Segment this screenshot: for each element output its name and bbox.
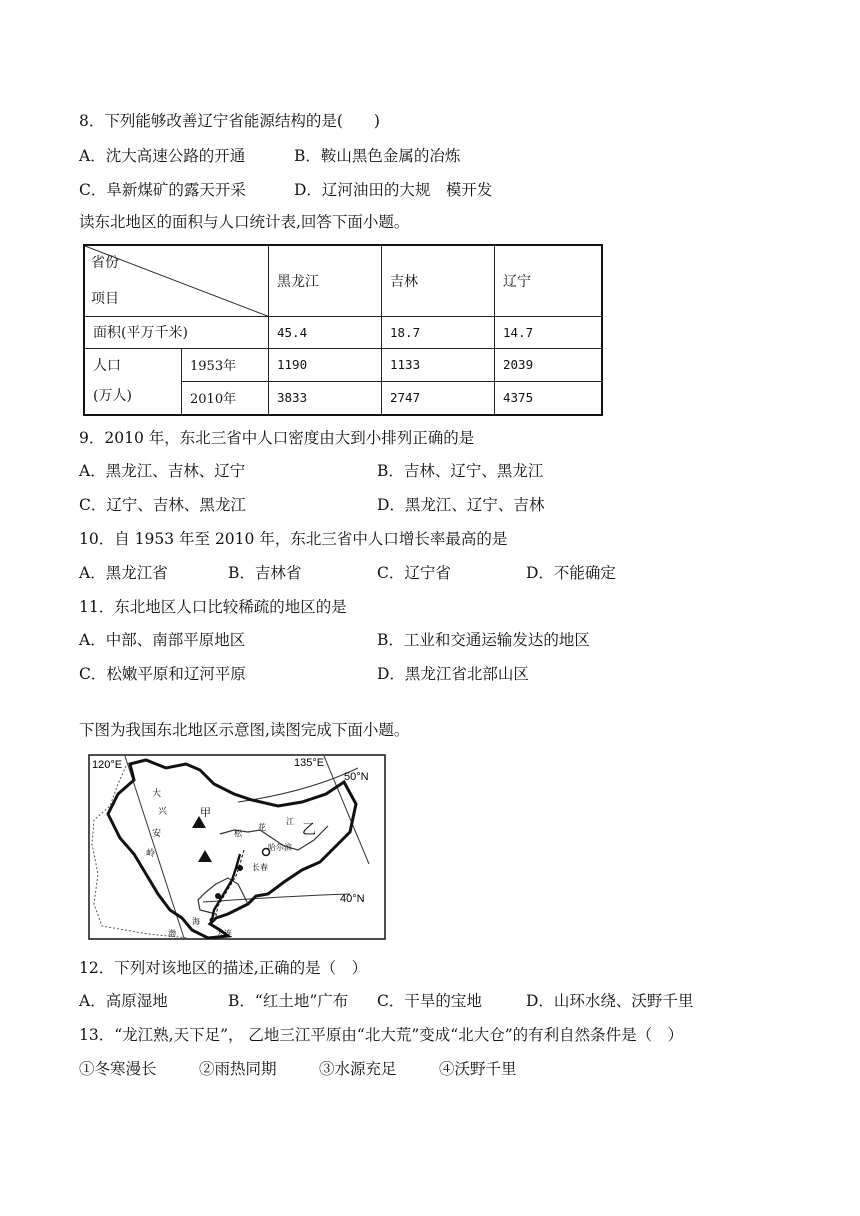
- q10-stem: 10．自 1953 年至 2010 年，东北三省中人口增长率最高的是: [79, 530, 508, 548]
- population-unit: (万人): [93, 388, 132, 405]
- pop2010-liaoning: 4375: [495, 381, 603, 415]
- table-corner-header: [84, 245, 269, 316]
- population-label: 人口: [93, 358, 121, 375]
- q11-option-d: D．黑龙江省北部山区: [377, 665, 529, 683]
- area-population-table: [83, 244, 603, 416]
- q11-stem: 11．东北地区人口比较稀疏的地区的是: [79, 598, 347, 616]
- header-province: 省份: [91, 255, 119, 271]
- label-jiang: 江: [286, 817, 294, 826]
- label-dalian: 大连: [216, 929, 232, 938]
- area-heilongjiang: 45.4: [269, 316, 382, 348]
- row-area-label: 面积(平万千米): [84, 316, 269, 348]
- pop1953-liaoning: 2039: [495, 348, 603, 381]
- q13-stem: 13．“龙江熟,天下足”， 乙地三江平原由“北大荒”变成“北大仓”的有利自然条件是（ ）: [79, 1026, 684, 1044]
- header-item: 项目: [91, 291, 119, 307]
- q12-option-b: B．“红土地”广布: [228, 992, 349, 1010]
- year-1953: 1953年: [182, 348, 269, 381]
- q10-option-a: A．黑龙江省: [79, 564, 168, 582]
- q8-option-a: A．沈大高速公路的开通: [79, 147, 246, 165]
- label-50n: 50°N: [344, 771, 369, 783]
- q13-option-1: ①冬寒漫长: [79, 1060, 157, 1078]
- q8-option-c: C．阜新煤矿的露天开采: [79, 181, 246, 199]
- q8-stem: 8．下列能够改善辽宁省能源结构的是( ): [79, 112, 380, 130]
- table-intro: 读东北地区的面积与人口统计表,回答下面小题。: [79, 213, 410, 231]
- row-population-label: [84, 348, 182, 415]
- label-da: 大: [152, 788, 162, 798]
- year-2010: 2010年: [182, 381, 269, 415]
- map-intro: 下图为我国东北地区示意图,读图完成下面小题。: [79, 721, 410, 739]
- label-yi: 乙: [302, 821, 316, 837]
- q9-stem: 9．2010 年，东北三省中人口密度由大到小排列正确的是: [79, 429, 475, 447]
- pop1953-heilongjiang: 1190: [269, 348, 382, 381]
- area-liaoning: 14.7: [495, 316, 603, 348]
- label-40n: 40°N: [340, 893, 365, 905]
- q11-option-a: A．中部、南部平原地区: [79, 631, 246, 649]
- label-changchun: 长春: [252, 863, 268, 872]
- label-xing: 兴: [158, 806, 168, 816]
- q8-option-d: D．辽河油田的大规 模开发: [294, 181, 493, 199]
- label-jia: 甲: [200, 807, 211, 819]
- label-bo: 渤: [168, 929, 176, 938]
- col-heilongjiang: 黑龙江: [269, 245, 382, 316]
- area-jilin: 18.7: [382, 316, 495, 348]
- col-liaoning: 辽宁: [495, 245, 603, 316]
- q13-option-4: ④沃野千里: [439, 1060, 517, 1078]
- label-hai: 海: [192, 917, 200, 926]
- q10-option-b: B．吉林省: [228, 564, 302, 582]
- q10-option-c: C．辽宁省: [377, 564, 451, 582]
- pop2010-heilongjiang: 3833: [269, 381, 382, 415]
- label-an: 安: [152, 828, 162, 838]
- northeast-china-map: [88, 754, 386, 940]
- q11-option-b: B．工业和交通运输发达的地区: [377, 631, 590, 649]
- q12-option-d: D．山环水绕、沃野千里: [526, 992, 694, 1010]
- q13-option-2: ②雨热同期: [199, 1060, 277, 1078]
- pop2010-jilin: 2747: [382, 381, 495, 415]
- q9-option-b: B．吉林、辽宁、黑龙江: [377, 462, 544, 480]
- q9-option-a: A．黑龙江、吉林、辽宁: [79, 462, 246, 480]
- changchun-marker: [237, 865, 243, 871]
- shenyang-marker: [215, 893, 221, 899]
- q12-option-a: A．高原湿地: [79, 992, 168, 1010]
- q13-option-3: ③水源充足: [319, 1060, 397, 1078]
- label-135e: 135°E: [294, 757, 325, 769]
- q12-option-c: C．干旱的宝地: [377, 992, 482, 1010]
- q12-stem: 12．下列对该地区的描述,正确的是（ ）: [79, 959, 368, 977]
- label-harbin: 哈尔滨: [268, 843, 292, 852]
- q10-option-d: D．不能确定: [526, 564, 616, 582]
- label-ling: 岭: [146, 848, 156, 858]
- q9-option-c: C．辽宁、吉林、黑龙江: [79, 496, 246, 514]
- pop1953-jilin: 1133: [382, 348, 495, 381]
- label-song: 松: [234, 829, 242, 838]
- label-120e: 120°E: [92, 759, 123, 771]
- q11-option-c: C．松嫩平原和辽河平原: [79, 665, 246, 683]
- label-hua: 花: [258, 823, 266, 832]
- q8-option-b: B．鞍山黑色金属的冶炼: [294, 147, 461, 165]
- col-jilin: 吉林: [382, 245, 495, 316]
- q9-option-d: D．黑龙江、辽宁、吉林: [377, 496, 545, 514]
- dalian-marker: [210, 918, 215, 923]
